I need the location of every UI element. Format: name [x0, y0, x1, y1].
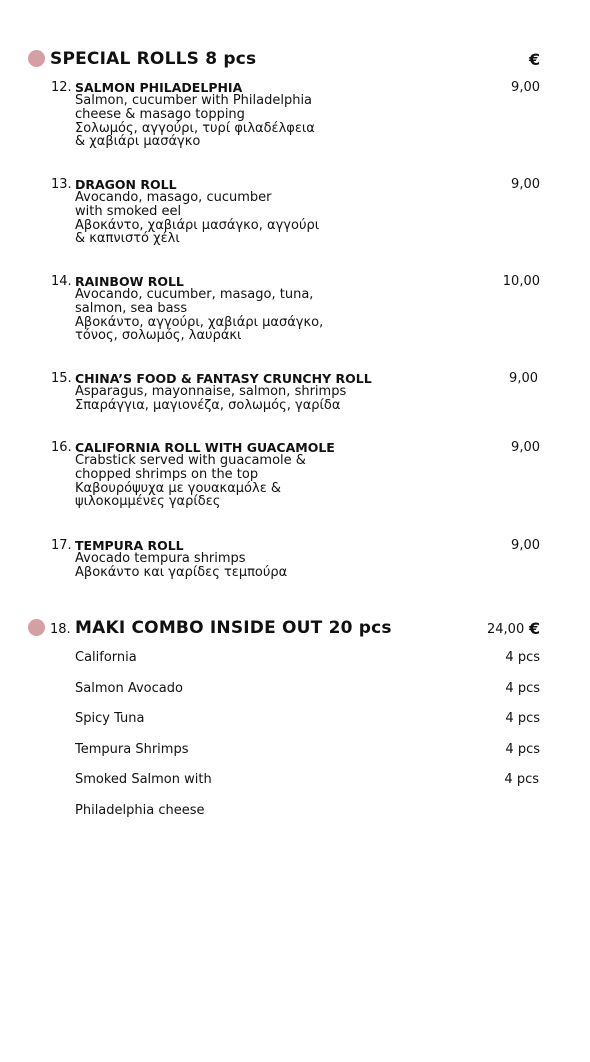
combo-row-qty: 4 pcs — [505, 650, 540, 665]
item-number: 14. — [51, 274, 72, 289]
item-name: CHINA’S FOOD & FANTASY CRUNCHY ROLL — [75, 371, 372, 386]
item-description: Avocando, masago, cucumber with smoked eel Αβοκάντο, χαβιάρι μασάγκο, αγγούρι & καπνιστό χέλι — [75, 190, 320, 247]
item-price: 9,00 — [511, 440, 540, 455]
item-name: SALMON PHILADELPHIA — [75, 80, 243, 95]
item-number: 13. — [51, 177, 72, 192]
combo-row — [75, 803, 540, 818]
item-price: 9,00 — [509, 371, 538, 386]
item-description: Crabstick served with guacamole & chopped shrimps on the top Καβουρόψυχα με γουακαμόλε & ψιλοκομμένες γαρίδες — [75, 453, 306, 510]
section-bullet-icon — [28, 50, 45, 67]
item-price: 9,00 — [511, 177, 540, 192]
item-name: CALIFORNIA ROLL WITH GUACAMOLE — [75, 440, 335, 455]
combo-row — [75, 681, 540, 696]
combo-row-qty: 4 pcs — [504, 772, 539, 787]
combo-row-name: Salmon Avocado — [75, 681, 183, 696]
item-price: 10,00 — [502, 274, 540, 289]
combo-row-name: Spicy Tuna — [75, 711, 145, 726]
combo-bullet-icon — [28, 619, 45, 636]
item-description: Avocado tempura shrimps Αβοκάντο και γαρίδες τεμπούρα — [75, 551, 288, 580]
combo-number: 18. — [50, 622, 71, 637]
combo-row-qty: 4 pcs — [505, 681, 540, 696]
currency-symbol: € — [529, 50, 541, 69]
combo-row-qty: 4 pcs — [505, 742, 540, 757]
combo-row — [75, 772, 540, 787]
combo-row-name: Smoked Salmon with — [75, 772, 212, 787]
combo-currency: € — [529, 619, 541, 638]
combo-row-qty: 4 pcs — [505, 711, 540, 726]
combo-title: MAKI COMBO INSIDE OUT 20 pcs — [75, 618, 392, 638]
item-name: RAINBOW ROLL — [75, 274, 184, 289]
combo-row-name: Philadelphia cheese — [75, 803, 205, 818]
combo-row — [75, 650, 540, 665]
combo-row — [75, 711, 540, 726]
item-number: 17. — [51, 538, 72, 553]
combo-row-name: Tempura Shrimps — [75, 742, 189, 757]
item-name: DRAGON ROLL — [75, 177, 177, 192]
combo-row — [75, 742, 540, 757]
section-title: SPECIAL ROLLS 8 pcs — [50, 49, 257, 69]
item-number: 15. — [51, 371, 72, 386]
item-description: Avocando, cucumber, masago, tuna, salmon, sea bass Αβοκάντο, αγγούρι, χαβιάρι μασάγκο, τόνος, σολωμός, λαυράκι — [75, 287, 324, 344]
item-description: Salmon, cucumber with Philadelphia cheese & masago topping Σολωμός, αγγούρι, τυρί φιλαδέλφεια & χαβιάρι μασάγκο — [75, 93, 315, 150]
combo-row-name: California — [75, 650, 137, 665]
item-price: 9,00 — [511, 538, 540, 553]
item-number: 12. — [51, 80, 72, 95]
item-price: 9,00 — [511, 80, 540, 95]
item-number: 16. — [51, 440, 72, 455]
combo-price: 24,00 — [487, 622, 525, 637]
item-description: Asparagus, mayonnaise, salmon, shrimps Σπαράγγια, μαγιονέζα, σολωμός, γαρίδα — [75, 384, 347, 413]
item-name: TEMPURA ROLL — [75, 538, 184, 553]
